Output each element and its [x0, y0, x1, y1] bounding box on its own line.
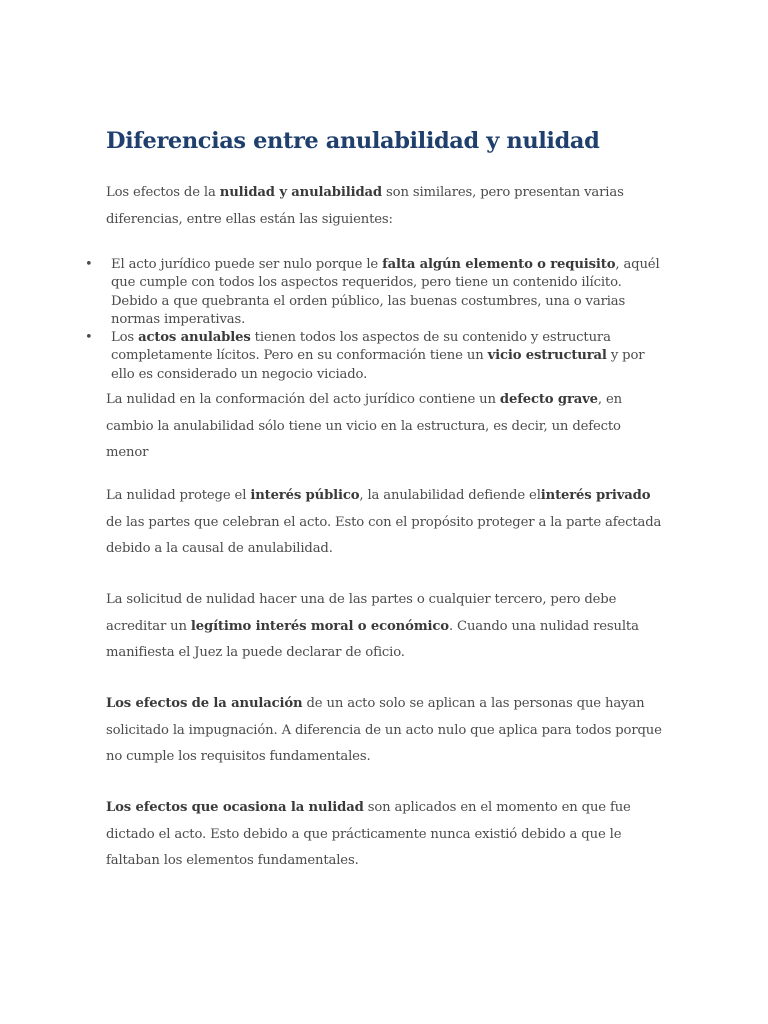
paragraph-bold-1: Los efectos que ocasiona la nulidad	[106, 800, 364, 815]
list-item-text-2: , aquél que cumple con todos los aspectos requeridos, pero tiene un contenido ilícito. Debido a que quebranta el orden público, las buenas costumbres, una o varias normas imperativas.	[111, 257, 660, 327]
paragraph-text-3: de las partes que celebran el acto. Esto con el propósito proteger a la parte afectada debido a la causal de anulabilidad.	[106, 514, 662, 556]
list-item-bold-2: vicio estructural	[487, 348, 607, 364]
paragraph-text-1: La solicitud de nulidad hacer una de las partes o cualquier tercero, pero debe acreditar un	[106, 592, 617, 634]
paragraph-bold-1: Los efectos de la anulación	[106, 696, 303, 711]
paragraph-interes	[106, 483, 666, 563]
list-item-text-2: tienen todos los aspectos de su contenido y estructura completamente lícitos. Pero en su conformación tiene un	[111, 330, 611, 364]
intro-bold-1: nulidad y anulabilidad	[219, 185, 382, 200]
paragraph-anulacion	[106, 691, 666, 771]
paragraph-defecto	[106, 387, 666, 467]
intro-paragraph	[106, 180, 666, 233]
paragraph-bold-1: interés público	[250, 488, 360, 503]
paragraph-text-1: La nulidad protege el	[106, 488, 251, 503]
bullet-icon: •	[85, 330, 93, 346]
intro-text-1: Los efectos de la	[106, 185, 220, 200]
paragraph-bold-1: legítimo interés moral o económico	[190, 618, 449, 634]
paragraph-solicitud	[106, 587, 666, 667]
list-item	[85, 256, 665, 329]
paragraph-text-1: de un acto solo se aplican a las personas que hayan solicitado la impugnación. A diferencia de un acto nulo que aplica para todos porque no cumple los requisitos fundamentales.	[106, 696, 662, 764]
paragraph-text-1: La nulidad en la conformación del acto jurídico contiene un	[106, 392, 500, 407]
paragraph-text-2: , en cambio la anulabilidad sólo tiene un vicio en la estructura, es decir, un defecto menor	[106, 392, 622, 460]
paragraph-text-2: . Cuando una nulidad resulta manifiesta el Juez la puede declarar de oficio.	[106, 618, 639, 660]
list-item-text-3: y por ello es considerado un negocio viciado.	[111, 348, 645, 382]
paragraph-bold-1: defecto grave	[499, 392, 598, 407]
list-item	[85, 329, 665, 384]
page-title: Diferencias entre anulabilidad y nulidad	[106, 128, 600, 154]
bullet-icon: •	[85, 257, 93, 272]
paragraph-bold-2: interés privado	[540, 488, 651, 503]
list-item-text-1: El acto jurídico puede ser nulo porque le	[111, 257, 383, 272]
differences-list	[85, 256, 665, 384]
paragraph-text-2: , la anulabilidad defiende el	[359, 488, 541, 503]
intro-text-2: son similares, pero presentan varias diferencias, entre ellas están las siguientes:	[106, 185, 624, 227]
paragraph-text-1: son aplicados en el momento en que fue dictado el acto. Esto debido a que prácticamente nunca existió debido a que le faltaban los elementos fundamentales.	[106, 800, 631, 868]
paragraph-nulidad-efectos	[106, 795, 666, 875]
list-item-text-1: Los	[111, 330, 139, 346]
list-item-bold-1: falta algún elemento o requisito	[382, 257, 616, 272]
list-item-bold-1: actos anulables	[138, 330, 251, 346]
